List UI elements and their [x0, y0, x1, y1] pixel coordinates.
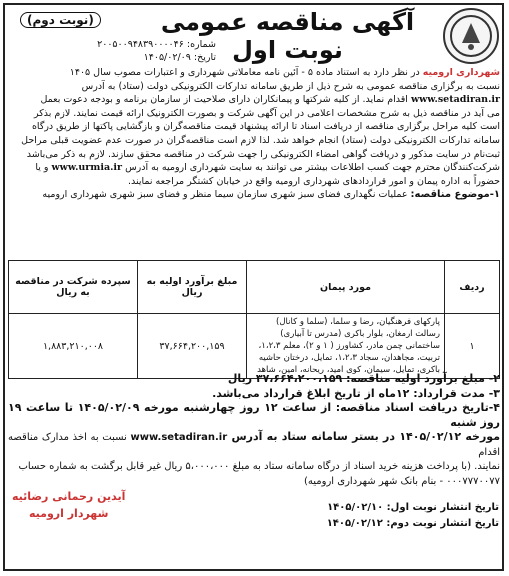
- intro-text-8: شرکت‌کنندگان محترم جهت کسب اطلاعات بیشتر می توانند به سایت شهرداری ارومیه به آدرس: [122, 162, 500, 174]
- doc-date-text: مورخه ۱۴۰۵/۰۲/۱۲ در بستر سامانه ستاد به آدرس: [227, 430, 501, 443]
- intro-line-6: سامانه تدارکات الکترونیکی دولت (ستاد) انجام خواهد شد. لذا لازم است مناقصه‌گران در صورت عدم عضویت قبلی مراحل: [21, 134, 500, 146]
- col-deposit-header: سپرده شرکت در مناقصه به ریال: [9, 261, 138, 314]
- col-index-header: ردیف: [445, 261, 500, 314]
- signer-name: آیدین رحمانی رضائیه: [12, 490, 126, 503]
- col-estimate-header: مبلغ برآورد اولیه به ریال: [138, 261, 247, 314]
- notice-body: [8, 66, 500, 202]
- round-tag: (نوبت دوم): [20, 12, 101, 28]
- signer-title: شهردار ارومیه: [28, 507, 109, 520]
- notice-footer: [8, 372, 500, 489]
- notice-date: تاریخ: ۱۴۰۵/۰۲/۰۹: [143, 52, 216, 63]
- first-publish-date: تاریخ انتشار نوبت اول: ۱۴۰۵/۰۲/۱۰: [327, 502, 499, 513]
- notice-header: [6, 6, 503, 66]
- intro-line-5: است کلیه مراحل برگزاری مناقصه از دریافت اسناد تا ارائه پیشنهاد قیمت مناقصه‌گران و بازگشایی پاکتها از طریق درگاه: [31, 121, 500, 133]
- doc-date-line-2: [8, 430, 500, 460]
- signature-block: [12, 488, 125, 522]
- doc-date-line: ۴-تاریخ دریافت اسناد مناقصه: از ساعت ۱۲ روز چهارشنبه مورخه ۱۴۰۵/۰۲/۰۹ تا ساعت ۱۹ روز شنبه: [8, 401, 501, 429]
- duration-line: ۳- مدت قرارداد: ۱۲ماه از تاریخ ابلاغ قرارداد می‌باشد.: [212, 386, 500, 400]
- col-desc-header: مورد پیمان: [247, 261, 445, 314]
- doc-fee-line: نمایند. (با پرداخت هزینه خرید اسناد از درگاه سامانه ستاد به مبلغ ۵،۰۰۰،۰۰۰ ریال غیر قابل برگشت به شماره حساب: [18, 461, 500, 472]
- row-desc: پارکهای فرهنگیان، رضا و سلما، (سلما و کانال) رسالت ارمغان، بلوار باکری (مدرس تا آبیاری) ساختمانی چمن مادر، کشاورز ( ۱ و ۲)، معلم ۱،۲،۳، تربیت، مجاهدان، سجاد ۱،۲،۳، تمایل، درختان حاشیه باکری، تمایل، سیمان، کوی امید، ریحانه، امین، شاهد: [247, 314, 445, 379]
- second-publish-date: تاریخ انتشار نوبت دوم: ۱۴۰۵/۰۲/۱۲: [326, 518, 499, 529]
- intro-text-3: اقدام نماید. از کلیه شرکتها و پیمانکاران دارای صلاحیت از سازمان برنامه و بودجه دعوت بعمل: [40, 94, 411, 106]
- tender-table: [8, 260, 500, 379]
- row-index: ۱: [445, 314, 500, 379]
- intro-line-4: می آید در مناقصه ذیل به شرح مشخصات اعلامی در این آگهی شرکت و بصورت الکترونیک ارائه قیمت نمایند. لازم بذکر: [33, 107, 500, 119]
- intro-line-8: [8, 161, 500, 175]
- publish-dates: [327, 500, 499, 532]
- urmia-link[interactable]: www.urmia.ir: [51, 162, 123, 174]
- subject-line: [8, 188, 500, 202]
- doc-account-line: ۰۰۰۷۷۷۰۰۷۷ - بنام بانک شهر شهرداری ارومیه): [304, 475, 500, 487]
- subject-text: عملیات نگهداری فضای سبز شهری سازمان سیما منظر و فضای سبز شهری شهرداری ارومیه: [42, 189, 411, 201]
- municipality-emblem-icon: [443, 8, 499, 64]
- subject-label: ۱-موضوع مناقصه:: [410, 189, 500, 201]
- row-deposit: ۱,۸۸۳,۲۱۰,۰۰۸: [9, 314, 138, 379]
- setad-link[interactable]: www.setadiran.ir: [410, 94, 500, 106]
- intro-line-2: نسبت به برگزاری مناقصه عمومی به شرح ذیل از طریق سامانه تدارکات الکترونیکی دولت (ستاد) به آدرس: [81, 80, 500, 92]
- intro-line-1: [8, 66, 500, 80]
- intro-line-9: حضوراً به اداره پیمان و امور قراردادهای شهرداری ارومیه واقع در خیابان کشتگر مراجعه نمایند.: [127, 175, 500, 187]
- intro-text-1: در نظر دارد به استناد ماده ۵ - آئین نامه معاملاتی شهرداری و اعتبارات مصوب سال ۱۴۰۵: [69, 67, 423, 78]
- intro-line-7: ثبت‌نام در سایت مذکور و دریافت گواهی امضاء الکترونیکی را جهت شرکت در مناقصه محقق سازند. لازم به ذکر می‌باشد: [26, 148, 500, 160]
- table-row: [9, 314, 500, 379]
- notice-title: آگهی مناقصه عمومی نوبت اول: [160, 8, 415, 64]
- estimate-line: ۲- مبلغ برآورد اولیه مناقصه: ۳۷،۶۶۴،۲۰۰،۱۵۹ ریال: [227, 372, 500, 385]
- intro-text-8-end: و یا: [35, 162, 52, 174]
- setad-link-2[interactable]: www.setadiran.ir: [130, 432, 228, 443]
- doc-date-text-2: نسبت به اخذ مدارک مناقصه اقدام: [8, 432, 500, 458]
- row-estimate: ۳۷,۶۶۴,۲۰۰,۱۵۹: [138, 314, 247, 379]
- intro-line-3: [8, 93, 500, 107]
- notice-number: شماره: ۲۰۰۵۰۰۹۴۸۳۹۰۰۰۰۴۶: [97, 39, 216, 50]
- org-name: شهرداری ارومیه: [422, 67, 500, 78]
- table-header-row: [9, 261, 500, 314]
